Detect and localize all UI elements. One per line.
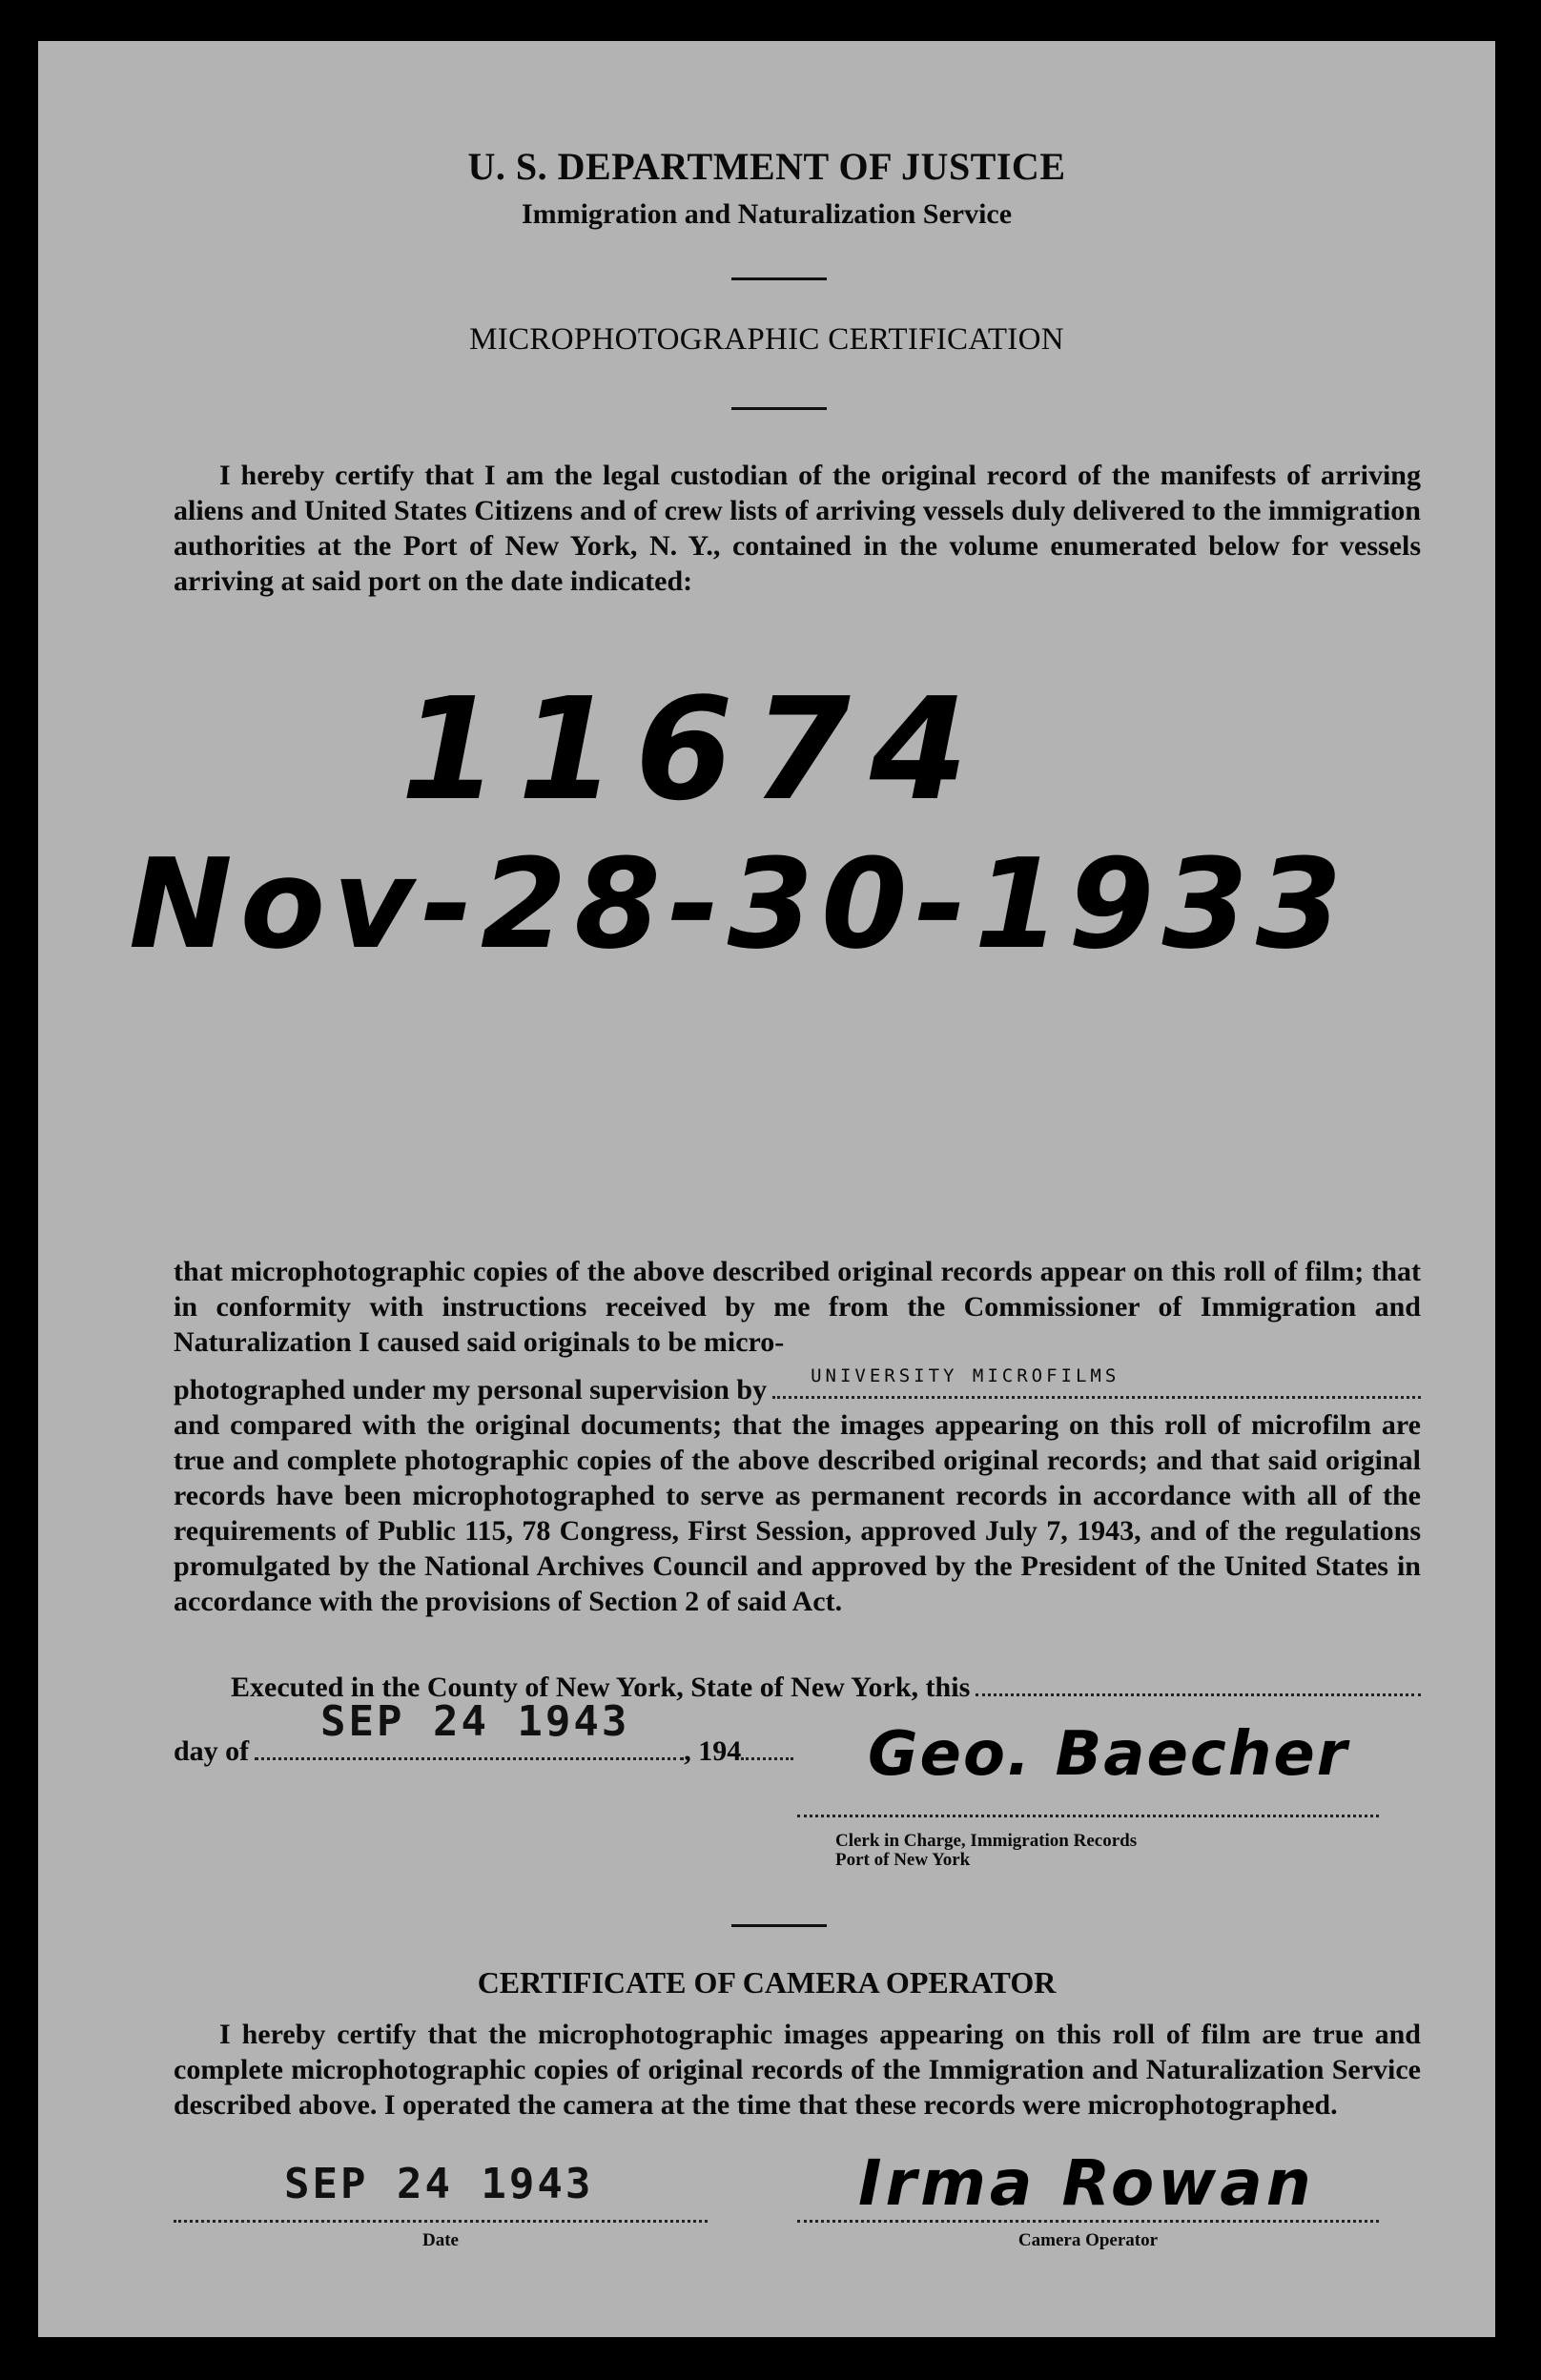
- handwritten-volume-number: 11674: [401, 667, 987, 831]
- execution-date-stamp: SEP 24 1943: [320, 1697, 630, 1746]
- year-blank: [741, 1757, 793, 1760]
- intro-paragraph: I hereby certify that I am the legal custodian of the original record of the manifests of arriving aliens and United States Citizens and of crew lists of arriving vessels duly delivered to the immigration authorities at the Port of New York, N. Y., contained in the volume enumerated below for vessels arriving at said port on the date indicated:: [174, 460, 1421, 597]
- day-of-blank: [255, 1757, 684, 1760]
- certificate-page: [38, 41, 1495, 2337]
- executed-day-blank: [976, 1693, 1421, 1696]
- clerk-signature-line: [797, 1815, 1379, 1817]
- divider-middle: [731, 407, 827, 410]
- operator-date-stamp: SEP 24 1943: [284, 2160, 594, 2208]
- date-label: Date: [422, 2230, 459, 2250]
- camera-operator-label: Camera Operator: [1017, 2230, 1159, 2250]
- day-of-line: [174, 1734, 793, 1769]
- divider-bottom: [731, 1924, 827, 1927]
- date-line: [174, 2220, 708, 2223]
- department-title: U. S. DEPARTMENT OF JUSTICE: [467, 145, 1066, 188]
- operator-signature: Irma Rowan: [858, 2146, 1315, 2220]
- divider-top: [731, 277, 827, 280]
- supervision-text: photographed under my personal supervision by: [174, 1374, 768, 1405]
- executed-text: Executed in the County of New York, State of New York, this: [231, 1672, 971, 1703]
- day-of-label: day of: [174, 1735, 250, 1767]
- camera-operator-heading: CERTIFICATE OF CAMERA OPERATOR: [477, 1965, 1057, 2000]
- operator-signature-line: [797, 2220, 1379, 2223]
- handwritten-dates: Nov-28-30-1933: [129, 831, 1350, 976]
- filmed-by-value: UNIVERSITY MICROFILMS: [811, 1365, 1120, 1386]
- service-subtitle: Immigration and Naturalization Service: [521, 198, 1013, 230]
- filmed-by-line: [772, 1365, 1421, 1399]
- certification-heading: MICROPHOTOGRAPHIC CERTIFICATION: [469, 322, 1064, 357]
- clerk-signature: Geo. Baecher: [868, 1719, 1349, 1790]
- clerk-title: Clerk in Charge, Immigration Records Port of New York: [835, 1831, 1138, 1870]
- year-prefix: , 194: [684, 1735, 742, 1767]
- body-paragraph: that microphotographic copies of the above described original records appear on this roll of film; that in conformity with instructions received by me from the Commissioner of Immigration and Naturalization I caused said originals to be micro- photographed under my personal supervision by UNIVERSITY MICROFILMS and compared with the original documents; that the images appearing on this roll of microfilm are true and complete photographic copies of the above described original records; and that said original records have been microphotographed to serve as permanent records in accordance with all of the requirements of Public 115, 78 Congress, First Session, approved July 7, 1943, and of the regulations promulgated by the National Archives Council and approved by the President of the United States in accordance with the provisions of Section 2 of said Act.: [174, 1256, 1421, 1617]
- camera-operator-paragraph: I hereby certify that the microphotographic images appearing on this roll of film are true and complete microphotographic copies of original records of the Immigration and Naturalization Service described above. I operated the camera at the time that these records were microphotographed.: [174, 2019, 1421, 2121]
